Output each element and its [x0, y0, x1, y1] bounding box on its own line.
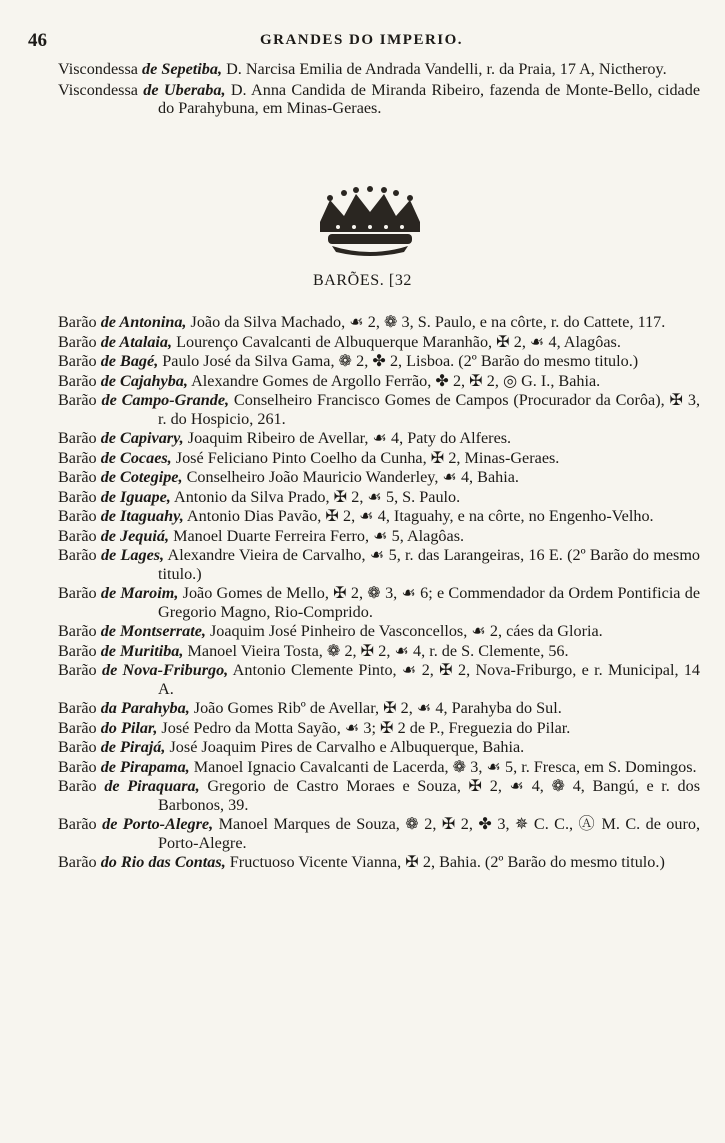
list-item: Viscondessa de Uberaba, D. Anna Candida de Miranda Ribeiro, fazenda de Monte-Bello, cidade do Parahybuna, em Minas-Geraes. [58, 80, 701, 117]
page-header [28, 30, 695, 54]
viscountess-list [58, 60, 700, 118]
baron-list [58, 313, 700, 872]
list-item: Barão de Iguape, Antonio da Silva Prado, ✠ 2, ☙ 5, S. Paulo. [58, 487, 461, 506]
list-item: Barão de Lages, Alexandre Vieira de Carvalho, ☙ 5, r. das Larangeiras, 16 E. (2º Barão do mesmo titulo.) [58, 546, 701, 583]
list-item: Barão de Cotegipe, Conselheiro João Mauricio Wanderley, ☙ 4, Bahia. [58, 468, 519, 486]
list-item: Barão de Cajahyba, Alexandre Gomes de Argollo Ferrão, ✤ 2, ✠ 2, ◎ G. I., Bahia. [58, 371, 601, 390]
list-item: Barão de Nova-Friburgo, Antonio Clemente Pinto, ☙ 2, ✠ 2, Nova-Friburgo, e r. Municipal, 14 A. [58, 661, 701, 698]
list-item: Barão de Maroim, João Gomes de Mello, ✠ 2, ❁ 3, ☙ 6; e Commendador da Ordem Pontificia de Gregorio Magno, Rio-Comprido. [58, 584, 701, 621]
list-item: Barão de Atalaia, Lourenço Cavalcanti de Albuquerque Maranhão, ✠ 2, ☙ 4, Alagôas. [58, 332, 621, 351]
list-item: Barão de Antonina, João da Silva Machado, ☙ 2, ❁ 3, S. Paulo, e na côrte, r. do Cattete, 117. [58, 313, 666, 331]
list-item: Viscondessa de Sepetiba, D. Narcisa Emilia de Andrada Vandelli, r. da Praia, 17 A, Nictheroy. [58, 60, 667, 78]
list-item: Barão de Porto-Alegre, Manoel Marques de Souza, ❁ 2, ✠ 2, ✤ 3, ✵ C. C., Ⓐ M. C. de ouro, Porto-Alegre. [58, 815, 701, 852]
coronet-icon [300, 180, 440, 260]
list-item: Barão de Pirapama, Manoel Ignacio Cavalcanti de Lacerda, ❁ 3, ☙ 5, r. Fresca, em S. Domingos. [58, 757, 697, 776]
list-item: Barão de Montserrate, Joaquim José Pinheiro de Vasconcellos, ☙ 2, cáes da Gloria. [58, 622, 603, 640]
section-heading: BARÕES. [32 [312, 272, 413, 289]
list-item: Barão de Piraquara, Gregorio de Castro Moraes e Souza, ✠ 2, ☙ 4, ❁ 4, Bangú, e r. dos Barbonos, 39. [58, 777, 700, 814]
list-item: Barão do Rio das Contas, Fructuoso Vicente Vianna, ✠ 2, Bahia. (2º Barão do mesmo titulo.) [58, 853, 665, 871]
coronet-icon-svg [300, 180, 440, 260]
list-item: Barão de Capivary, Joaquim Ribeiro de Avellar, ☙ 4, Paty do Alferes. [58, 429, 512, 447]
list-item: Barão da Parahyba, João Gomes Ribº de Avellar, ✠ 2, ☙ 4, Parahyba do Sul. [58, 699, 562, 717]
list-item: Barão de Cocaes, José Feliciano Pinto Coelho da Cunha, ✠ 2, Minas-Geraes. [58, 448, 560, 467]
list-item: Barão de Muritiba, Manoel Vieira Tosta, ❁ 2, ✠ 2, ☙ 4, r. de S. Clemente, 56. [58, 641, 569, 660]
list-item: Barão de Bagé, Paulo José da Silva Gama, ❁ 2, ✤ 2, Lisboa. (2º Barão do mesmo titulo.) [58, 352, 639, 370]
list-item: Barão de Jequiá, Manoel Duarte Ferreira Ferro, ☙ 5, Alagôas. [58, 526, 465, 545]
running-head: GRANDES DO IMPERIO. [259, 32, 464, 48]
page-number: 46 [28, 30, 47, 51]
list-item: Barão de Itaguahy, Antonio Dias Pavão, ✠ 2, ☙ 4, Itaguahy, e na côrte, no Engenho-Velho. [58, 507, 654, 525]
list-item: Barão de Campo-Grande, Conselheiro Francisco Gomes de Campos (Procurador da Corôa), ✠ 3, r. do Hospicio, 261. [58, 391, 700, 428]
list-item: Barão de Pirajá, José Joaquim Pires de Carvalho e Albuquerque, Bahia. [58, 738, 525, 756]
list-item: Barão do Pilar, José Pedro da Motta Sayão, ☙ 3; ✠ 2 de P., Freguezia do Pilar. [58, 718, 571, 737]
